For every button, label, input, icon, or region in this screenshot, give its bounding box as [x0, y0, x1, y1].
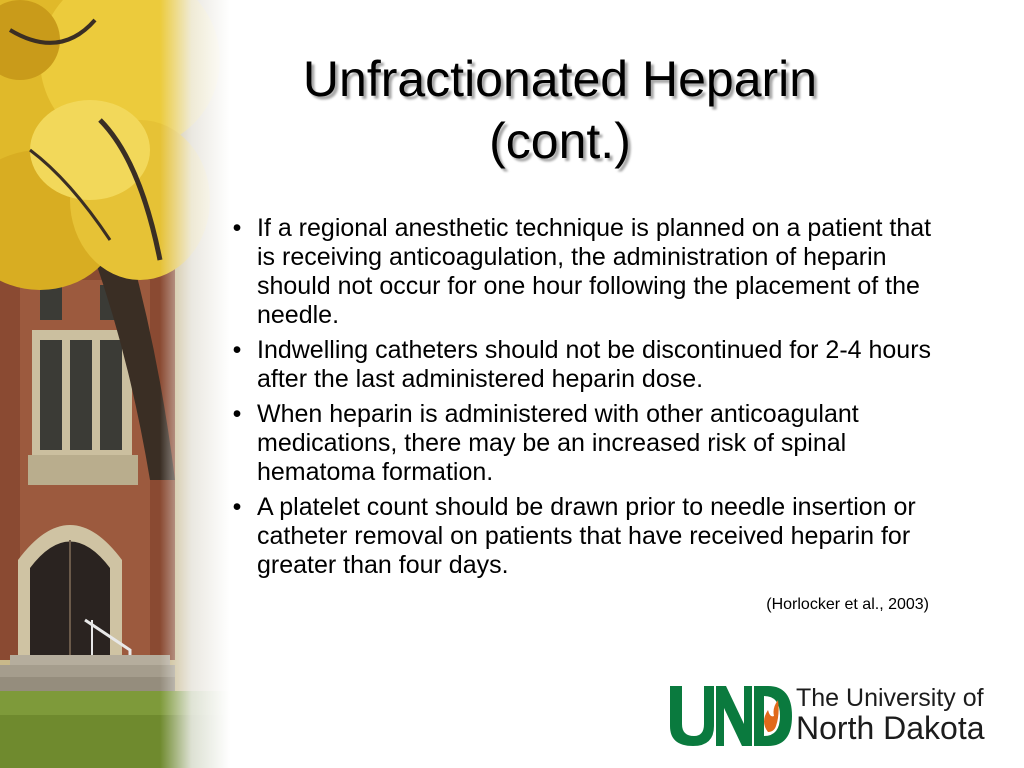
bullet-text: Indwelling catheters should not be discontinued for 2-4 hours after the last administered heparin dose.: [257, 336, 932, 393]
bullet-glyph: •: [232, 400, 242, 428]
slide-title: Unfractionated Heparin (cont.): [302, 51, 818, 169]
logo-line-2: North Dakota: [796, 710, 985, 746]
bullet-item: [225, 336, 935, 394]
campus-building-photo: [0, 0, 230, 768]
bullet-item: [225, 400, 935, 487]
bullet-text: When heparin is administered with other anticoagulant medications, there may be an increased risk of spinal hematoma formation.: [257, 400, 859, 486]
und-logo: [668, 682, 998, 752]
und-logo-mark: [668, 682, 792, 748]
bullet-text: A platelet count should be drawn prior to needle insertion or catheter removal on patients that have received heparin for greater than four days.: [257, 493, 916, 579]
bullet-item: [225, 493, 935, 580]
bullet-glyph: •: [232, 214, 242, 242]
photo-fade-edge: [160, 0, 230, 768]
und-logo-wordmark: [796, 684, 985, 744]
logo-line-1: The University of: [796, 684, 984, 712]
bullet-text: If a regional anesthetic technique is planned on a patient that is receiving anticoagulation, the administration of heparin should not occur for one hour following the placement of the needle.: [257, 214, 932, 329]
bullet-item: [225, 214, 935, 330]
bullet-list: [225, 214, 935, 586]
bullet-glyph: •: [232, 493, 242, 521]
citation: (Horlocker et al., 2003): [766, 596, 929, 613]
bullet-glyph: •: [232, 336, 242, 364]
